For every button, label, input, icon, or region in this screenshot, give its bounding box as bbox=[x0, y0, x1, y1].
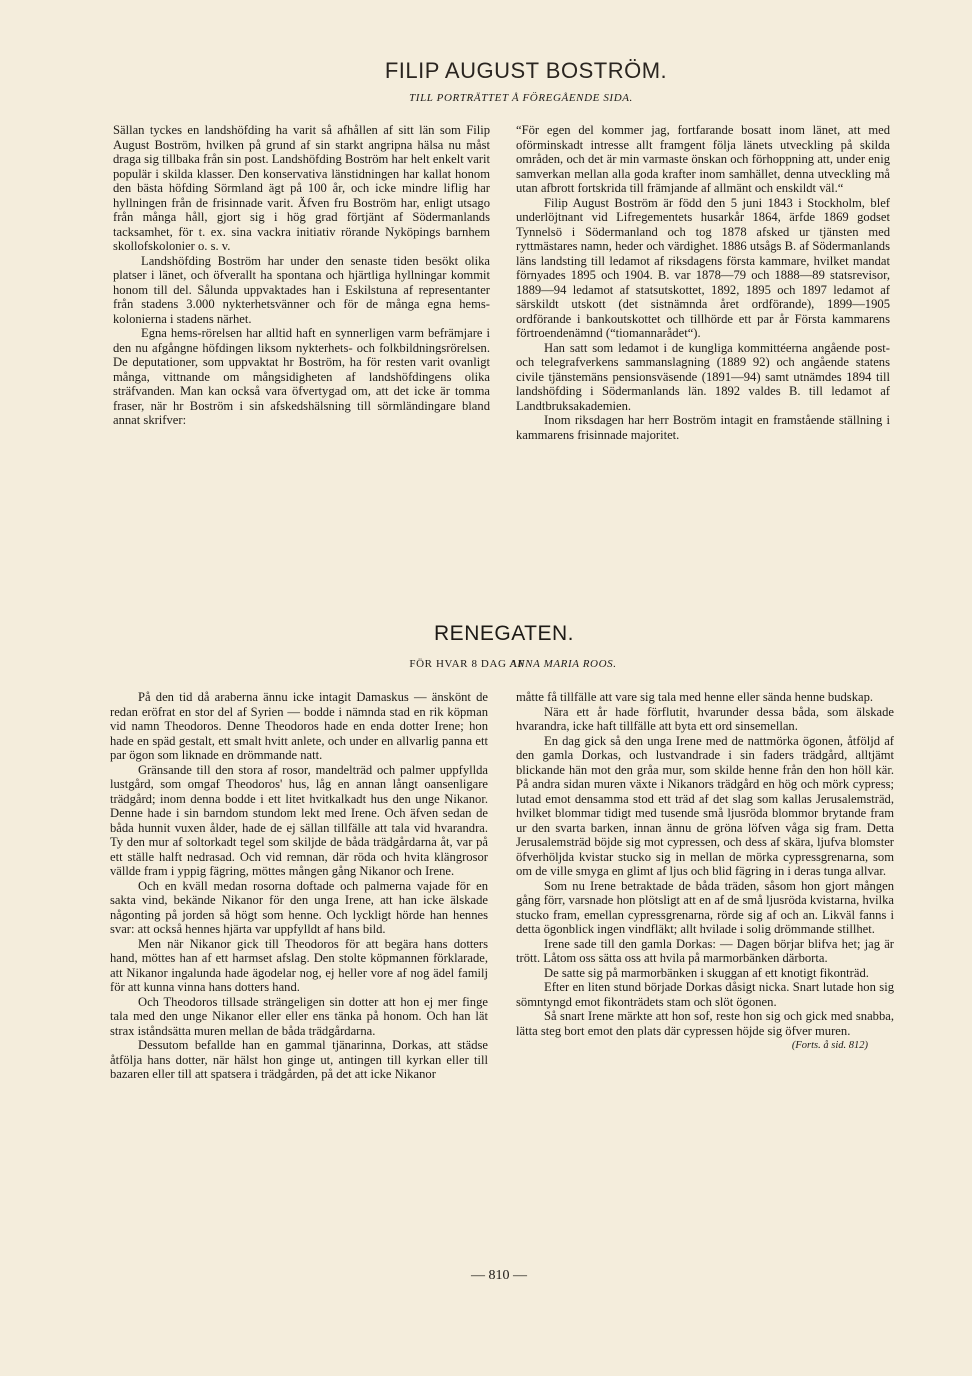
paragraph: Irene sade till den gamla Dorkas: — Dagen börjar blifva het; jag är trött. Låtom oss sätta oss att hvila på marmorbänken därborta. bbox=[516, 936, 894, 965]
paragraph: måtte få tillfälle att vare sig tala med henne eller sända henne budskap. bbox=[516, 690, 874, 704]
paragraph: Egna hems-rörelsen har alltid haft en synnerligen varm befrämjare i den nu afgångne höfdingen liksom nykterhets- och folkbildningsrörelsen. De deputationer, som uppvaktat hr Boström, ha för resten varit ovanligt många, vittnande om mångsidigheten af landshöfdingens olika sträfvanden. Man kan också vara öfvertygad om, att det icke är tomma fraser, när hr Boström i sin afskedshälsning till sörmländingare bland annat skrifver: bbox=[113, 326, 490, 427]
story-title: RENEGATEN. bbox=[434, 622, 574, 645]
paragraph: Och en kväll medan rosorna doftade och palmerna vajade för en sakta vind, bekände Nikanor för den unga Irene, att han icke älskade någonting på jorden så högt som henne. Och lyckligt hörde han hennes svar: att också hennes hjärta var uppfylldt af hans bild. bbox=[110, 878, 488, 936]
story-left-column bbox=[110, 690, 488, 1082]
paragraph: Men när Nikanor gick till Theodoros för att begära hans dotters hand, möttes han af ett harmset afslag. Den stolte köpmannen förklarade, att Nikanor ingalunda hade ägodelar nog, ej heller vore af nog ädel familj för att kunna vinna hans dotters hand. bbox=[110, 936, 488, 994]
paragraph: Så snart Irene märkte att hon sof, reste hon sig och gick med snabba, lätta steg bort emot den plats där cypressen höjde sig öfver muren. bbox=[516, 1009, 894, 1038]
paragraph: De satte sig på marmorbänken i skuggan af ett knotigt fikonträd. bbox=[544, 965, 869, 980]
paragraph: Efter en liten stund började Dorkas dåsigt nicka. Snart lutade hon sig sömntyngd emot fikonträdets stam och slöt ögonen. bbox=[516, 980, 894, 1009]
paragraph: Han satt som ledamot i de kungliga kommittéerna angående post- och telegrafverkens sammanslagning (1889 92) och angående statens civile tjänstemäns pensionsväsende (1891—94) samt utnämdes 1894 till landshöfding i Södermanlands län. 1892 valdes B. till ledamot af Landtbruksakademien. bbox=[516, 340, 890, 413]
article-subtitle: TILL PORTRÄTTET Å FÖREGÅENDE SIDA. bbox=[409, 92, 633, 104]
paragraph: Sällan tyckes en landshöfding ha varit så afhållen af sitt län som Filip August Boström, hvilken på grund af sin starkt angripna hälsa nu måst draga sig tillbaka från sin post. Landshöfding Boström har helt enkelt varit populär i skilda klasser. Den konservativa länstidningen har kallat honom den bästa höfding Sörmland ägt på 100 år, och icke mindre liflig har hyllningen från de frisinnade varit. Äfven fru Boström har, enligt utsago från många håll, gjort sig i hög grad förtjänt af Södermanlands tacksamhet, för t. ex. sina vackra initiativ rörande Nyköpings barnhem skollofskolonier o. s. v. bbox=[113, 123, 490, 253]
paragraph: På den tid då araberna ännu icke intagit Damaskus — änskönt de redan eröfrat en stor del af Syrien — bodde i nämnda stad en rik köpman vid namn Theodoros. Denne Theodoros hade en enda dotter Irene; hon hade en späd gestalt, ett smalt hvitt anlete, och under en allvarlig panna ett par ögon som liknade en drömmande natt. bbox=[110, 690, 488, 762]
paragraph: Landshöfding Boström har under den senaste tiden besökt olika platser i länet, och öfverallt ha spontana och hjärtliga hyllningar kommit honom till del. Sålunda uppvaktades han i Eskilstuna af representanter från stadens 3.000 nykterhetsvänner och för de många egna hems-kolonierna i stadens närhet. bbox=[113, 253, 490, 326]
story-right-column bbox=[516, 690, 894, 1054]
paragraph: Dessutom befallde han en gammal tjänarinna, Dorkas, att städse åtfölja hans dotter, när hälst hon ginge ut, antingen till kyrkan eller till bazaren eller till att spatsera i trädgården, på det att icke Nikanor bbox=[110, 1038, 488, 1081]
article-title: FILIP AUGUST BOSTRÖM. bbox=[384, 58, 668, 83]
paragraph: Inom riksdagen har herr Boström intagit en framstående ställning i kammarens frisinnade majoritet. bbox=[516, 413, 890, 442]
paragraph: En dag gick så den unga Irene med de nattmörka ögonen, åtföljd af den gamla Dorkas, och lustvandrade i sin faders trädgård, alltjämt blickande hän mot den gråa mur, som skilde henne från den hon höll kär. På andra sidan muren växte i Nikanors trädgård en hög och mörk cypress; lutad emot densamma stod ett träd af det slag som kallas Jerusalemsträd, hvilket blommar tidigt med tusende små ljusröda blommor brytande fram ur den svarta barken, innan ännu de gröna löfven våga sig fram. Detta Jerusalemsträd böjde sig mot cypressen, och dess af skära, ljufva blomster öfverhöljda kvistar stucko sig in mellan de mörka cypressgrenarna, som om de ville smyga en glimt af ljus och blid fägring in i deras tunga allvar. bbox=[516, 733, 894, 878]
article1-right-column bbox=[516, 123, 890, 442]
article1-left-column bbox=[113, 123, 490, 428]
paragraph: Gränsande till den stora af rosor, mandelträd och palmer uppfyllda lustgård, som omgaf Theodoros' hus, låg en annan långt oansenligare trädgård; inom denna bodde i ett litet hvitkalkadt hus den unge Nikanor. Denne hade i sin barndom stundom lekt med Irene. Och äfven sedan de båda hunnit vuxen ålder, hade de ej sällan tillfälle att tala vid hvarandra. Ty den mur af soltorkadt tegel som skiljde de båda trädgårdarna åt, var på ett ställe halft nedrasad. Och vid remnan, där röda och hvita klängrosor vällde fram i yppig fägring, möttes mången gång Nikanor och Irene. bbox=[110, 762, 488, 878]
continued-note: (Forts. å sid. 812) bbox=[791, 1040, 868, 1051]
paragraph: Och Theodoros tillsade strängeligen sin dotter att hon ej mer finge tala med den unge Nikanor eller eller ens tänka på honom. Och han lät strax iståndsätta muren mellan de båda trädgårdarna. bbox=[110, 994, 488, 1038]
page-number: — 810 — bbox=[471, 1268, 527, 1283]
paragraph: “För egen del kommer jag, fortfarande bosatt inom länet, att med oförminskadt intresse allt framgent följa länets utveckling på skilda områden, och det är min varmaste önskan och förhoppning att, under enig samverkan mellan alla goda krafter inom samhället, denna utveckling må utan afbrott fortskrida till främjande af allmänt och enskildt väl.“ bbox=[516, 123, 890, 195]
paragraph: Nära ett år hade förflutit, hvarunder dessa båda, som älskade hvarandra, icke haft tillfälle att byta ett ord sinsemellan. bbox=[516, 704, 894, 733]
paragraph: Filip August Boström är född den 5 juni 1843 i Stockholm, blef underlöjtnant vid Lifregementets husarkår 1864, ärfde 1869 godset Tynnelsö i Södermanland och tog 1878 afsked ur tjänsten med ryttmästares namn, heder och värdighet. 1886 utsågs B. af Södermanlands läns landsting till ledamot af riksdagens första kammare, hvilket mandat förnyades 1895 och 1904. B. var 1878—79 och 1888—89 statsrevisor, 1889—94 ledamot af statsutskottet, 1892, 1895 och 1897 ledamot af särskildt utskott (det sistnämnda året ordförande), 1899—1905 ordförande i bankoutskottet och tillhörde ett par år Första kammarens förtroendenämnd (“tiomannarådet“). bbox=[516, 195, 890, 340]
paragraph: Som nu Irene betraktade de båda träden, såsom hon gjort mången gång förr, varsnade hon plötsligt att en af de små ljusröda kvistarna, hvilka stucko fram, emellan cypressgrenarna, rörde sig af och an. Likväl fanns i detta ögonblick ingen vindfläkt; allt hvilade i solig drömmande stillhet. bbox=[516, 878, 894, 936]
story-byline: FÖR HVAR 8 DAG AF ANNA MARIA ROOS. bbox=[409, 658, 617, 670]
